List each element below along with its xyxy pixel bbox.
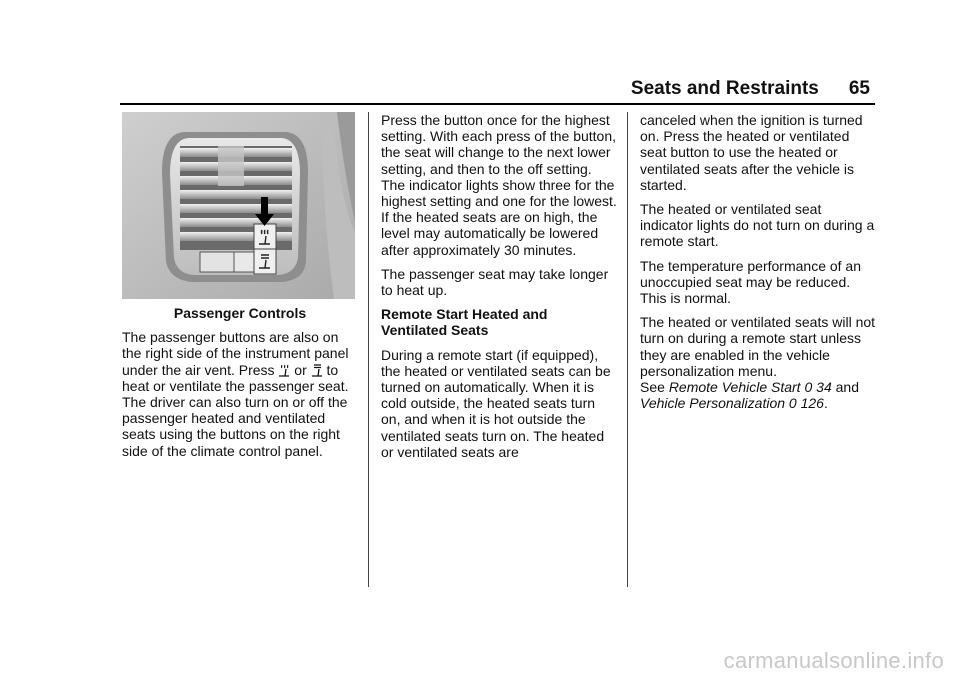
header-rule	[120, 103, 875, 105]
paragraph: Press the button once for the highest setting. With each press of the button, the seat will change to the next lower setting, and then to the off setting. The indicator lights show three for the highest setting and one for the lowest. If the heated seats are on high, the level may automatically be lowered after approximately 30 minutes.	[381, 112, 617, 258]
section-title: Seats and Restraints	[630, 78, 819, 99]
paragraph: The passenger seat may take longer to heat up.	[381, 265, 609, 299]
paragraph: canceled when the ignition is turned on. Press the heated or ventilated seat button to use the heated or ventilated seats after the vehicle is started.	[640, 112, 863, 193]
passenger-controls-figure	[122, 112, 355, 299]
column-divider-1	[368, 112, 369, 587]
paragraph: The heated or ventilated seats will not turn on during a remote start unless they are enabled in the vehicle personalization menu. See Remote Vehicle Start 0 34 and Vehicle Personalization 0 126.	[640, 314, 876, 412]
column-3	[640, 112, 876, 419]
heated-seat-icon	[278, 364, 290, 378]
section-heading: Remote Start Heated and Ventilated Seats	[381, 306, 548, 339]
paragraph: The passenger buttons are also on the right side of the instrument panel under the air vent. Press or to heat or ventilate the passenger seat. The driver can also turn on or off the passenger heated and ventilated seats using the buttons on the right side of the climate control panel.	[122, 329, 349, 459]
watermark: carmanualsonline.info	[723, 648, 944, 673]
paragraph: The heated or ventilated seat indicator lights do not turn on during a remote start.	[640, 201, 875, 250]
page-header	[0, 0, 960, 108]
xref-remote-vehicle-start[interactable]: Remote Vehicle Start 0 34	[668, 379, 832, 396]
column-1	[122, 112, 358, 467]
ventilated-seat-icon	[311, 364, 323, 378]
column-2	[381, 112, 617, 468]
paragraph: The temperature performance of an unoccupied seat may be reduced. This is normal.	[640, 257, 862, 307]
column-divider-2	[627, 112, 628, 587]
xref-vehicle-personalization[interactable]: Vehicle Personalization 0 126	[640, 395, 824, 412]
page-number: 65	[848, 78, 870, 99]
paragraph: During a remote start (if equipped), the heated or ventilated seats can be turned on automatically. When it is cold outside, the heated seats turn on, and when it is hot outside the ventilated seats turn on. The heated or ventilated seats are	[381, 346, 611, 460]
figure-caption: Passenger Controls	[173, 305, 307, 321]
